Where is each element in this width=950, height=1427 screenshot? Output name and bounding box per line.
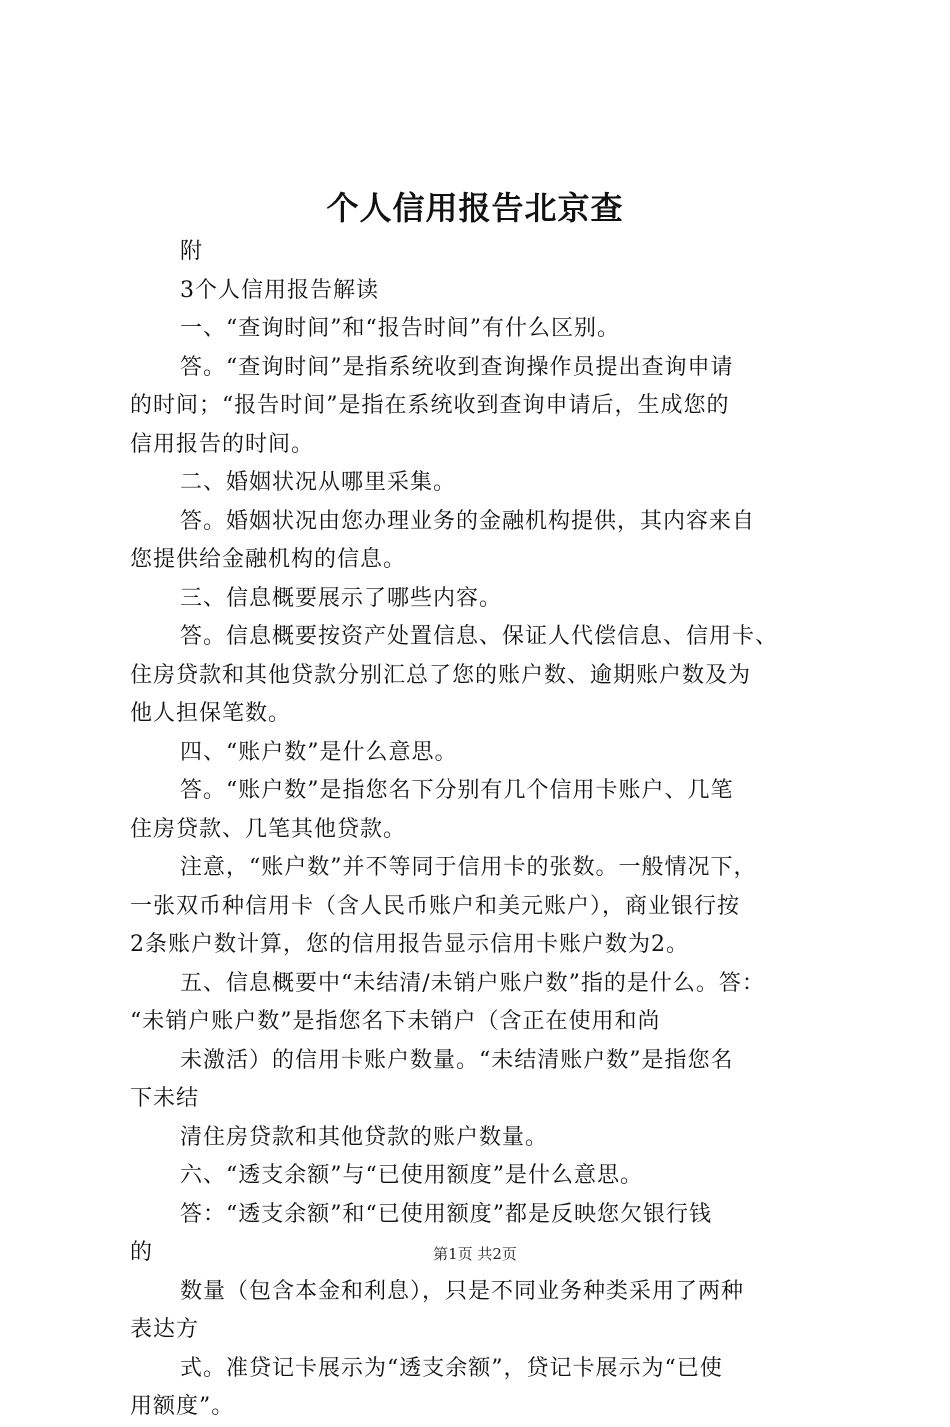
text-line: 的时间；“报告时间”是指在系统收到查询申请后，生成您的 (130, 393, 730, 418)
text-line: 一张双币种信用卡（含人民币账户和美元账户），商业银行按 (130, 893, 741, 919)
text-line: 用额度”。 (130, 1394, 235, 1419)
text-line: 清住房贷款和其他贷款的账户数量。 (180, 1124, 549, 1150)
text-line: 答。“账户数”是指您名下分别有几个信用卡账户、几笔 (180, 778, 734, 803)
text-line: 答：“透支余额”和“已使用额度”都是反映您欠银行钱 (180, 1201, 712, 1227)
text-line: 附 (180, 239, 204, 264)
text-line: 表达方 (130, 1317, 200, 1342)
text-line: 答。婚姻状况由您办理业务的金融机构提供，其内容来自 (180, 508, 756, 534)
text-line: 三、信息概要展示了哪些内容。 (180, 585, 503, 611)
text-line: 答。信息概要按资产处置信息、保证人代偿信息、信用卡、 (180, 624, 779, 649)
text-line: 住房贷款和其他贷款分别汇总了您的账户数、逾期账户数及为 (130, 662, 752, 688)
text-line: 一、“查询时间”和“报告时间”有什么区别。 (180, 316, 620, 341)
text-line: “未销户账户数”是指您名下未销户（含正在使用和尚 (130, 1009, 661, 1034)
text-line: 六、“透支余额”与“已使用额度”是什么意思。 (180, 1163, 643, 1188)
text-line: 未激活）的信用卡账户数量。“未结清账户数”是指您名 (180, 1047, 734, 1073)
text-line: 五、信息概要中“未结清/未销户账户数”指的是什么。答： (180, 970, 765, 996)
text-line: 信用报告的时间。 (130, 431, 315, 457)
text-line: 您提供给金融机构的信息。 (130, 547, 407, 572)
text-line: 注意，“账户数”并不等同于信用卡的张数。一般情况下， (180, 855, 757, 880)
text-line: 2条账户数计算，您的信用报告显示信用卡账户数为2。 (130, 932, 689, 957)
text-line: 答。“查询时间”是指系统收到查询操作员提出查询申请 (180, 354, 734, 380)
text-line: 的 (130, 1240, 154, 1265)
text-line: 住房贷款、几笔其他贷款。 (130, 816, 407, 842)
text-line: 数量（包含本金和利息），只是不同业务种类采用了两种 (180, 1278, 745, 1304)
text-line: 他人担保笔数。 (130, 701, 292, 726)
page-footer: 第1页 共2页 (433, 1245, 517, 1263)
text-line: 四、“账户数”是什么意思。 (180, 739, 458, 765)
text-line: 下未结 (130, 1086, 200, 1111)
text-line: 3个人信用报告解读 (180, 277, 379, 303)
text-line: 式。准贷记卡展示为“透支余额”，贷记卡展示为“已使 (180, 1355, 723, 1381)
text-line: 二、婚姻状况从哪里采集。 (180, 470, 457, 495)
document-title: 个人信用报告北京查 (326, 189, 624, 227)
